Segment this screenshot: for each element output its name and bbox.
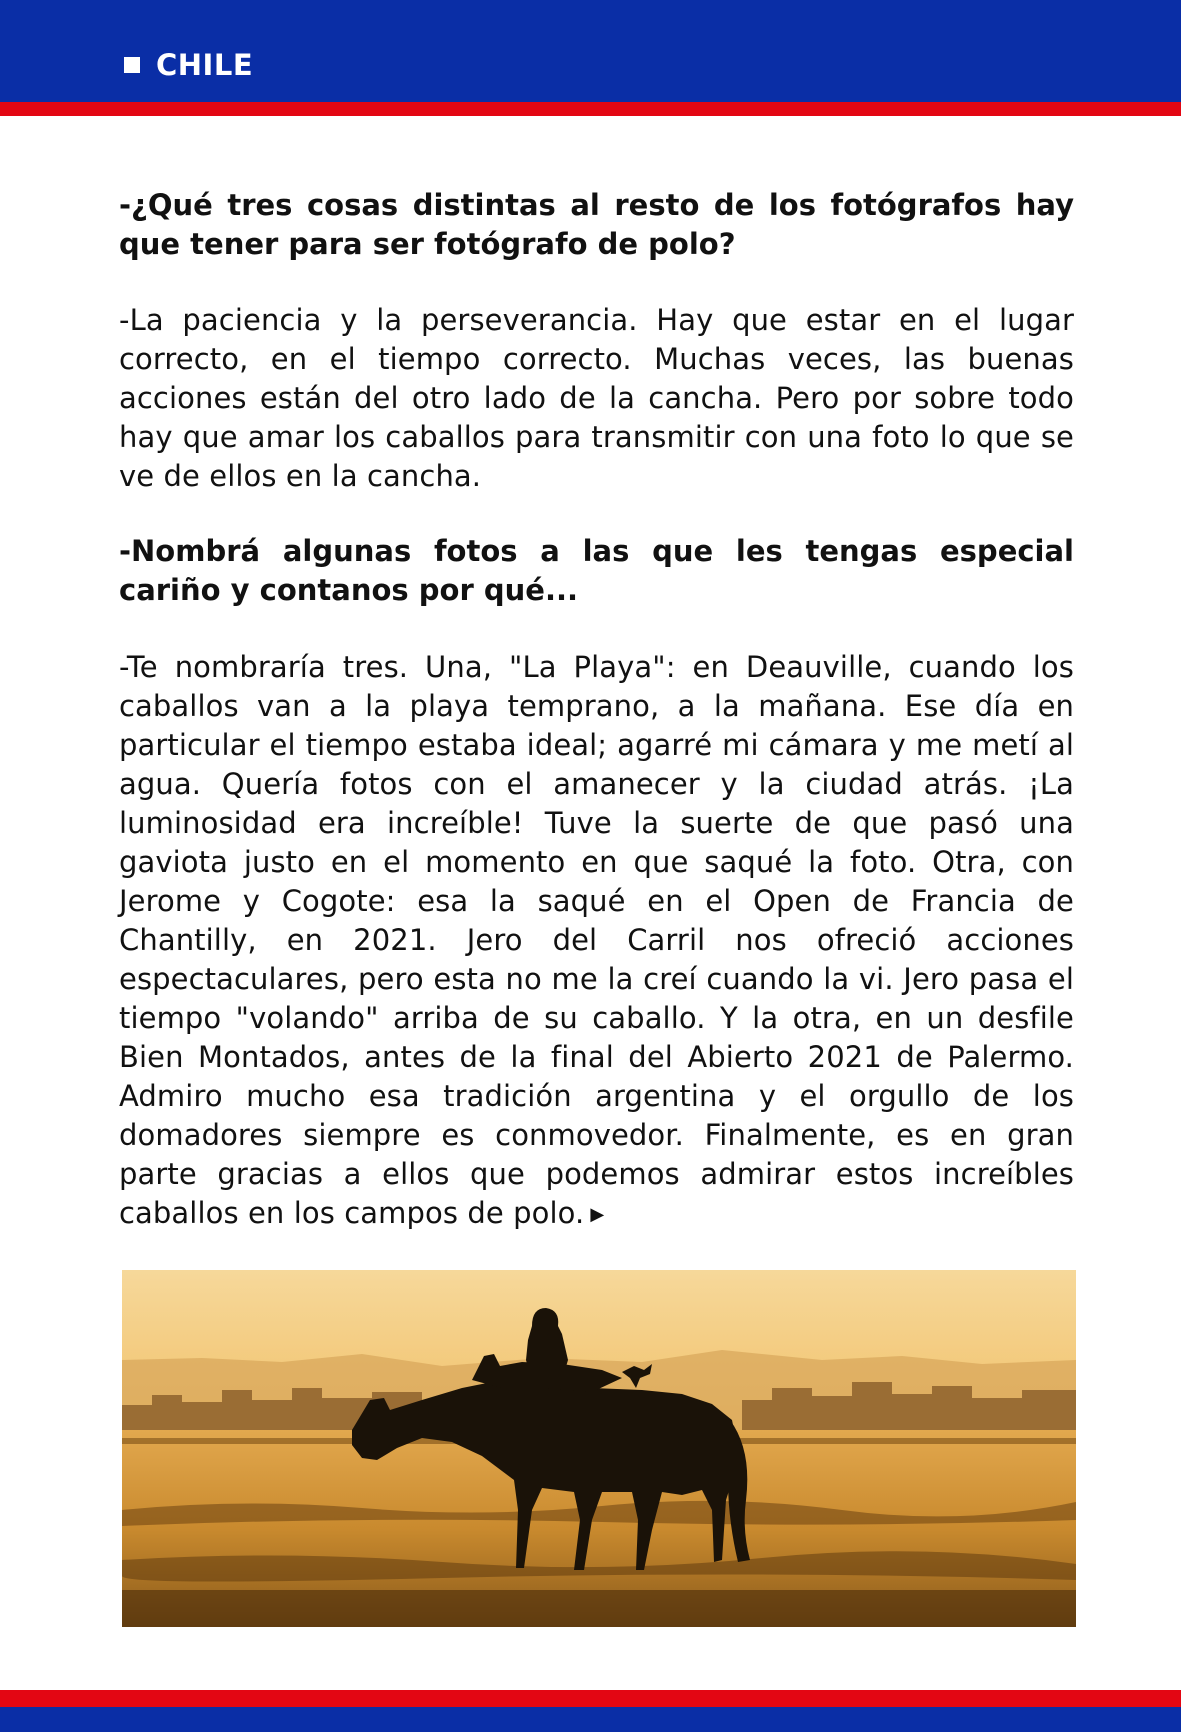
square-bullet-icon (124, 57, 140, 73)
question-1: -¿Qué tres cosas distintas al resto de los fotógrafos hay que tener para ser fotógrafo de polo? (119, 188, 1074, 261)
answer-2 (119, 648, 1074, 1234)
beach-horses-photo (122, 1270, 1076, 1627)
section-label-text: CHILE (156, 48, 254, 82)
article-body (119, 186, 1074, 1234)
header-red-stripe (0, 102, 1181, 116)
footer-blue-band (0, 1707, 1181, 1732)
section-label (124, 48, 253, 82)
answer-2-text: -Te nombraría tres. Una, "La Playa": en Deauville, cuando los caballos van a la playa temprano, a la mañana. Ese día en particular el tiempo estaba ideal; agarré mi cámara y me metí al agua. Quería fotos con el amanecer y la ciudad atrás. ¡La luminosidad era increíble! Tuve la suerte de que pasó una gaviota justo en el momento en que saqué la foto. Otra, con Jerome y Cogote: esa la saqué en el Open de Francia de Chantilly, en 2021. Jero del Carril nos ofreció acciones espectaculares, pero esta no me la creí cuando la vi. Jero pasa el tiempo "volando" arriba de su caballo. Y la otra, en un desfile Bien Montados, antes de la final del Abierto 2021 de Palermo. Admiro mucho esa tradición argentina y el orgullo de los domadores siempre es conmovedor. Finalmente, es en gran parte gracias a ellos que podemos admirar estos increíbles caballos en los campos de polo. (119, 650, 1074, 1230)
answer-1: -La paciencia y la perseverancia. Hay que estar en el lugar correcto, en el tiempo correcto. Muchas veces, las buenas acciones están del otro lado de la cancha. Pero por sobre todo hay que amar los caballos para transmitir con una foto lo que se ve de ellos en la cancha. (119, 303, 1074, 493)
question-2: -Nombrá algunas fotos a las que les tengas especial cariño y contanos por qué... (119, 534, 1074, 607)
photo-illustration (122, 1270, 1076, 1627)
footer-red-stripe (0, 1690, 1181, 1707)
end-of-article-marker: ▶ (590, 1204, 605, 1225)
